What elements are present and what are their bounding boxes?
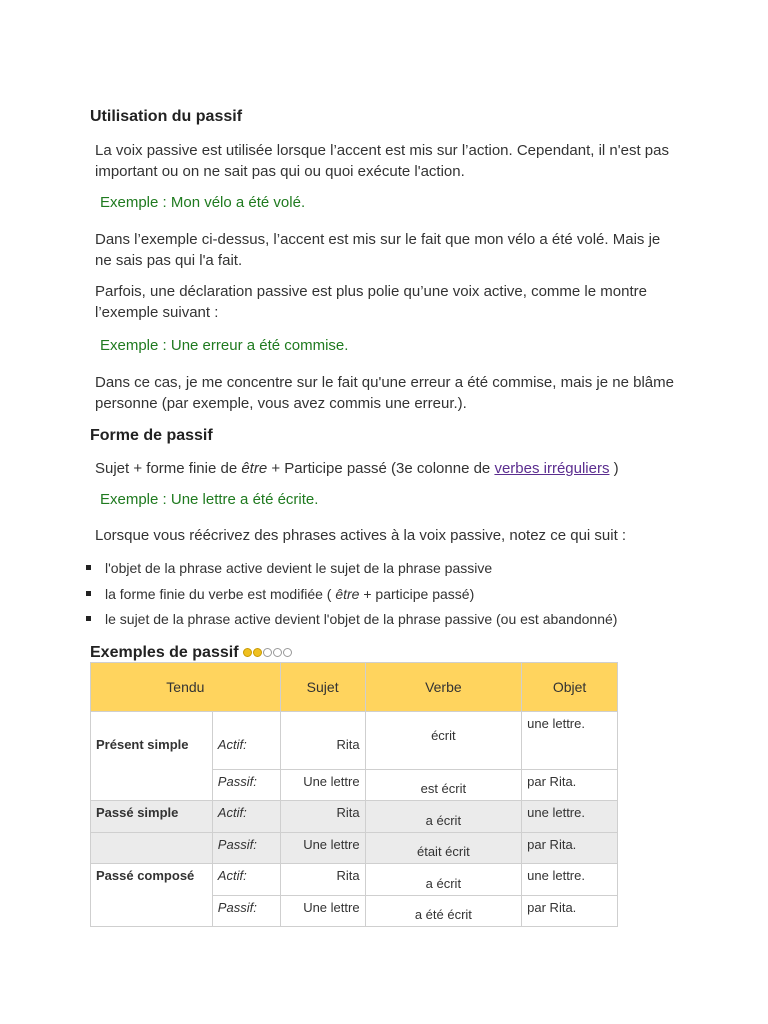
- rating-dot-icon: [243, 648, 252, 657]
- bullet-icon: [86, 591, 91, 596]
- cell-subject: Une lettre: [280, 770, 365, 801]
- table-row: [91, 864, 618, 896]
- header-subject: Sujet: [280, 663, 365, 712]
- paragraph-line: Parfois, une déclaration passive est plus polie qu’une voix active, comme le montre: [95, 283, 647, 300]
- cell-subject: Rita: [280, 801, 365, 833]
- cell-voice: Passif:: [212, 833, 280, 864]
- cell-tense: [91, 833, 213, 864]
- paragraph-line: Lorsque vous réécrivez des phrases actives à la voix passive, notez ce qui suit :: [95, 527, 627, 544]
- cell-object: par Rita.: [522, 770, 618, 801]
- table-row: [91, 712, 618, 770]
- paragraph-line: Dans ce cas, je me concentre sur le fait qu'une erreur a été commise, mais je ne blâme: [95, 374, 674, 391]
- cell-subject: Rita: [280, 864, 365, 896]
- list-item-text: la forme finie du verbe est modifiée (: [105, 586, 336, 602]
- rating-dot-icon: [253, 648, 262, 657]
- formula-line: [95, 458, 619, 479]
- table-row: [91, 801, 618, 833]
- list-item: le sujet de la phrase active devient l'objet de la phrase passive (ou est abandonné): [105, 611, 618, 627]
- list-item: [105, 586, 474, 602]
- cell-subject: Une lettre: [280, 896, 365, 927]
- paragraph-line: ne sais pas qui l'a fait.: [95, 252, 243, 269]
- formula-text: ): [609, 460, 619, 477]
- example-text: Exemple : Une erreur a été commise.: [100, 337, 349, 354]
- cell-object: par Rita.: [522, 833, 618, 864]
- bullet-icon: [86, 616, 91, 621]
- cell-object: par Rita.: [522, 896, 618, 927]
- cell-tense: Présent simple: [91, 712, 213, 801]
- list-item-etre: être: [335, 586, 360, 602]
- cell-object: une lettre.: [522, 801, 618, 833]
- formula-etre: être: [241, 460, 268, 477]
- list-item: l'objet de la phrase active devient le sujet de la phrase passive: [105, 560, 493, 576]
- cell-tense: Passé simple: [91, 801, 213, 833]
- rating-dot-icon: [273, 648, 282, 657]
- cell-object: une lettre.: [522, 864, 618, 896]
- header-object: Objet: [522, 663, 618, 712]
- paragraph-line: La voix passive est utilisée lorsque l’accent est mis sur l’action. Cependant, il n'est pas: [95, 142, 669, 159]
- cell-verb: était écrit: [365, 833, 522, 864]
- cell-subject: Rita: [280, 712, 365, 770]
- cell-voice: Actif:: [212, 712, 280, 770]
- section-title-examples: [90, 644, 293, 662]
- irregular-verbs-link[interactable]: verbes irréguliers: [494, 460, 610, 477]
- table-header-row: [91, 663, 618, 712]
- cell-object: une lettre.: [522, 712, 618, 770]
- rating-dot-icon: [263, 648, 272, 657]
- cell-voice: Actif:: [212, 864, 280, 896]
- example-text: Exemple : Mon vélo a été volé.: [100, 194, 306, 211]
- cell-tense: Passé composé: [91, 864, 213, 927]
- cell-verb: écrit: [365, 712, 522, 770]
- paragraph-line: personne (par exemple, vous avez commis une erreur.).: [95, 395, 467, 412]
- cell-verb: est écrit: [365, 770, 522, 801]
- header-tense: Tendu: [91, 663, 281, 712]
- header-verb: Verbe: [365, 663, 522, 712]
- section-title-form: Forme de passif: [90, 427, 213, 444]
- list-item-text: + participe passé): [359, 586, 475, 602]
- example-text: Exemple : Une lettre a été écrite.: [100, 491, 319, 508]
- cell-subject: Une lettre: [280, 833, 365, 864]
- passive-examples-table: [90, 662, 618, 927]
- cell-verb: a écrit: [365, 801, 522, 833]
- difficulty-rating-icon: [243, 644, 293, 662]
- cell-verb: a été écrit: [365, 896, 522, 927]
- cell-voice: Actif:: [212, 801, 280, 833]
- formula-text: Sujet + forme finie de: [95, 460, 242, 477]
- paragraph-line: Dans l’exemple ci-dessus, l’accent est mis sur le fait que mon vélo a été volé. Mais je: [95, 231, 661, 248]
- bullet-icon: [86, 565, 91, 570]
- formula-text: + Participe passé (3e colonne de: [267, 460, 495, 477]
- cell-verb: a écrit: [365, 864, 522, 896]
- rating-dot-icon: [283, 648, 292, 657]
- table-row: [91, 833, 618, 864]
- cell-voice: Passif:: [212, 770, 280, 801]
- paragraph-line: l’exemple suivant :: [95, 304, 219, 321]
- cell-voice: Passif:: [212, 896, 280, 927]
- paragraph-line: important ou on ne sait pas qui ou quoi exécute l'action.: [95, 163, 465, 180]
- examples-title: Exemples de passif: [90, 644, 239, 662]
- section-title-usage: Utilisation du passif: [90, 108, 243, 125]
